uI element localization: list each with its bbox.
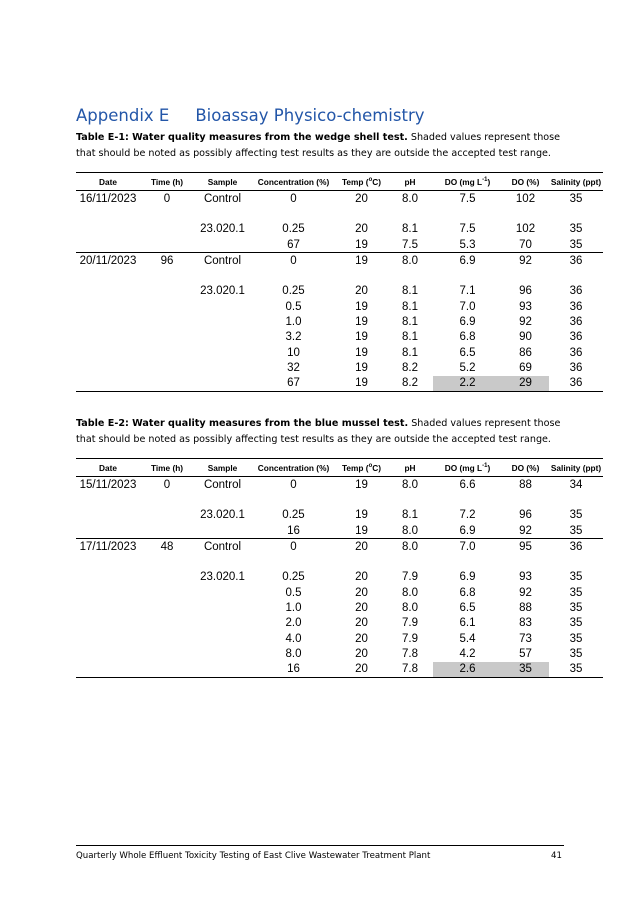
sample-cell: Control: [194, 253, 251, 269]
table-row: [76, 554, 603, 569]
salinity-cell: 35: [569, 524, 583, 537]
do-mg-cell: 7.0: [433, 539, 502, 555]
date-cell: 17/11/2023: [76, 539, 140, 555]
salinity-cell: 35: [569, 602, 583, 615]
concentration-cell: [251, 206, 336, 221]
concentration-cell: 0.25: [282, 509, 305, 522]
do-percent-header: DO (%): [511, 462, 540, 473]
temp-cell: 19: [355, 316, 368, 329]
table-row: [76, 360, 603, 375]
temp-cell: [336, 206, 387, 221]
do-percent-cell: 90: [519, 331, 532, 344]
temp-cell: 19: [336, 376, 387, 392]
do-mg-cell: 5.3: [459, 238, 476, 251]
do-percent-cell: [502, 554, 549, 569]
temp-cell: [336, 554, 387, 569]
do-percent-cell: 88: [519, 602, 532, 615]
date-cell: [76, 376, 140, 392]
ph-cell: [387, 268, 433, 283]
concentration-cell: [251, 554, 336, 569]
do-percent-cell: 86: [519, 346, 532, 359]
sample-cell: [194, 206, 251, 221]
temp-cell: 20: [355, 647, 368, 660]
table-row: [76, 539, 603, 555]
concentration-header: Concentration (%): [257, 176, 330, 187]
salinity-cell: 36: [569, 300, 583, 313]
salinity-cell: 36: [549, 376, 603, 392]
sample-cell: Control: [194, 539, 251, 555]
ph-cell: 8.2: [387, 376, 433, 392]
ph-cell: 8.0: [402, 524, 418, 537]
do-mg-cell: 6.5: [459, 346, 476, 359]
ph-cell: [387, 492, 433, 507]
sample-cell: [194, 523, 251, 539]
salinity-cell: 35: [569, 223, 583, 236]
temp-cell: 20: [355, 223, 368, 236]
table2-caption-note: Shaded values represent those that should be noted as possibly affecting test results as they are outside the accepted test range.: [76, 418, 561, 445]
table1-caption-note: Shaded values represent those that should be noted as possibly affecting test results as they are outside the accepted test range.: [76, 132, 561, 159]
time-cell: 96: [140, 253, 194, 269]
date-cell: [76, 222, 140, 237]
do-mg-cell: 6.6: [459, 478, 476, 491]
ph-cell: 7.8: [387, 662, 433, 678]
do-percent-cell: 83: [519, 617, 532, 630]
concentration-cell: [251, 268, 336, 283]
time-cell: 0: [163, 478, 171, 491]
table-row: [76, 570, 603, 585]
do-mg-cell: 2.6: [433, 662, 502, 678]
do-mg-cell: 6.9: [433, 253, 502, 269]
do-percent-cell: 35: [502, 662, 549, 678]
table1-caption: [76, 130, 562, 162]
table-row: [76, 330, 603, 345]
salinity-cell: 36: [569, 346, 583, 359]
sample-cell: [194, 616, 251, 631]
table-row: [76, 268, 603, 283]
ph-cell: 7.9: [402, 617, 418, 630]
table-row: [76, 222, 603, 237]
table-row: [76, 477, 603, 493]
date-cell: [76, 268, 140, 283]
concentration-cell: 1.0: [285, 602, 302, 615]
do-percent-header: DO (%): [511, 176, 540, 187]
date-cell: [76, 600, 140, 615]
sample-cell: 23.020.1: [200, 223, 245, 236]
temp-cell: 19: [355, 346, 368, 359]
salinity-cell: 36: [569, 285, 583, 298]
do-mg-header: DO (mg $L^{-1}$): [444, 462, 491, 473]
table-row: [76, 284, 603, 299]
do-mg-cell: 7.1: [459, 285, 476, 298]
time-cell: [140, 600, 194, 615]
do-percent-cell: 96: [519, 509, 532, 522]
temp-cell: 20: [355, 586, 368, 599]
do-mg-cell: 7.5: [459, 192, 476, 205]
time-cell: [140, 492, 194, 507]
date-cell: [76, 330, 140, 345]
date-cell: 16/11/2023: [79, 192, 137, 205]
do-percent-cell: 96: [519, 285, 532, 298]
footer-text: Quarterly Whole Effluent Toxicity Testing of East Clive Wastewater Treatment Plant: [76, 851, 431, 861]
time-cell: 0: [163, 192, 171, 205]
do-percent-cell: [502, 268, 549, 283]
time-cell: [140, 646, 194, 661]
ph-cell: 8.1: [402, 346, 418, 359]
do-mg-cell: [433, 268, 502, 283]
ph-cell: 8.1: [402, 316, 418, 329]
sample-cell: Control: [203, 192, 242, 205]
date-cell: [76, 237, 140, 253]
do-mg-cell: 6.9: [459, 571, 476, 584]
table-row: [76, 237, 603, 253]
ph-cell: 8.0: [402, 192, 418, 205]
temp-cell: 20: [336, 662, 387, 678]
concentration-cell: 0.5: [285, 300, 302, 313]
table2-caption-title: Table E-2: Water quality measures from the blue mussel test.: [76, 418, 409, 429]
ph-cell: [387, 206, 433, 221]
ph-cell: 8.0: [387, 253, 433, 269]
sample-cell: Control: [203, 478, 242, 491]
do-mg-cell: 5.4: [459, 632, 476, 645]
concentration-cell: 0.25: [282, 223, 305, 236]
time-cell: [140, 314, 194, 329]
salinity-cell: 36: [549, 539, 603, 555]
salinity-cell: 35: [569, 647, 583, 660]
concentration-cell: 67: [251, 376, 336, 392]
ph-cell: 8.2: [402, 361, 418, 374]
wedge-shell-table: [76, 172, 603, 392]
concentration-cell: 0.25: [282, 285, 305, 298]
salinity-cell: 35: [569, 192, 583, 205]
date-cell: [76, 616, 140, 631]
salinity-cell: 36: [569, 361, 583, 374]
do-mg-header: DO (mg $L^{-1}$): [444, 176, 491, 187]
sample-cell: [194, 554, 251, 569]
do-mg-cell: 4.2: [459, 647, 476, 660]
time-cell: [140, 616, 194, 631]
do-percent-cell: 92: [502, 253, 549, 269]
ph-cell: 8.0: [387, 539, 433, 555]
table-row: [76, 314, 603, 329]
time-cell: [140, 631, 194, 646]
do-mg-cell: [433, 206, 502, 221]
do-mg-cell: [433, 554, 502, 569]
ph-cell: 7.9: [402, 571, 418, 584]
time-cell: [140, 345, 194, 360]
sample-cell: [194, 646, 251, 661]
concentration-cell: 0: [251, 539, 336, 555]
do-mg-cell: 6.9: [459, 524, 476, 537]
salinity-cell: 36: [569, 316, 583, 329]
temp-cell: 20: [355, 192, 368, 205]
ph-cell: 8.1: [402, 223, 418, 236]
sample-cell: [194, 631, 251, 646]
concentration-cell: 4.0: [285, 632, 302, 645]
ph-cell: 7.9: [402, 632, 418, 645]
sample-cell: 23.020.1: [200, 509, 245, 522]
salinity-cell: 35: [569, 571, 583, 584]
time-cell: 48: [140, 539, 194, 555]
date-cell: [76, 206, 140, 221]
ph-cell: 8.1: [402, 300, 418, 313]
table-row: [76, 508, 603, 523]
concentration-cell: 2.0: [285, 617, 302, 630]
salinity-cell: [549, 554, 603, 569]
concentration-cell: 0: [251, 253, 336, 269]
date-cell: [76, 523, 140, 539]
time-cell: [140, 554, 194, 569]
time-cell: [140, 222, 194, 237]
do-mg-cell: 6.1: [459, 617, 476, 630]
table2-caption: [76, 416, 562, 448]
temp-cell: 19: [355, 300, 368, 313]
sample-cell: [194, 345, 251, 360]
temp-cell: 19: [336, 253, 387, 269]
appendix-title: Bioassay Physico-chemistry: [195, 106, 425, 125]
date-cell: [76, 299, 140, 314]
do-mg-cell: 6.8: [459, 586, 476, 599]
concentration-header: Concentration (%): [257, 462, 330, 473]
time-cell: [140, 299, 194, 314]
sample-cell: [194, 662, 251, 678]
do-percent-cell: 69: [519, 361, 532, 374]
do-mg-cell: 6.5: [459, 602, 476, 615]
concentration-cell: 32: [287, 361, 300, 374]
do-percent-cell: 92: [519, 316, 532, 329]
appendix-label: Appendix E: [76, 106, 170, 125]
salinity-cell: [549, 268, 603, 283]
concentration-cell: 1.0: [285, 316, 302, 329]
ph-cell: [387, 554, 433, 569]
do-percent-cell: 29: [502, 376, 549, 392]
sample-cell: [194, 330, 251, 345]
date-cell: 20/11/2023: [76, 253, 140, 269]
sample-header: Sample: [207, 462, 238, 473]
salinity-cell: 36: [549, 253, 603, 269]
date-cell: [76, 662, 140, 678]
sample-header: Sample: [207, 176, 238, 187]
salinity-cell: 34: [569, 478, 583, 491]
ph-cell: 7.5: [402, 238, 418, 251]
table-header-row: [76, 459, 603, 477]
do-mg-cell: 5.2: [459, 361, 476, 374]
time-cell: [140, 284, 194, 299]
blue-mussel-table: [76, 458, 603, 678]
sample-cell: [194, 237, 251, 253]
temp-cell: 19: [355, 238, 368, 251]
sample-cell: [194, 492, 251, 507]
do-percent-cell: 93: [519, 300, 532, 313]
concentration-cell: 0.25: [282, 571, 305, 584]
do-percent-cell: 73: [519, 632, 532, 645]
table-row: [76, 616, 603, 631]
concentration-cell: [251, 492, 336, 507]
time-cell: [140, 585, 194, 600]
concentration-cell: 0: [290, 478, 297, 491]
table-row: [76, 631, 603, 646]
temp-cell: 20: [355, 602, 368, 615]
temp-cell: 20: [355, 617, 368, 630]
salinity-cell: [549, 206, 603, 221]
do-mg-cell: 7.5: [459, 223, 476, 236]
time-header: Time (h): [150, 462, 184, 473]
table-row: [76, 345, 603, 360]
salinity-header: Salinity (ppt): [550, 462, 602, 473]
date-cell: [76, 492, 140, 507]
time-cell: [140, 662, 194, 678]
temp-cell: 20: [336, 539, 387, 555]
salinity-cell: 35: [549, 662, 603, 678]
sample-cell: [194, 299, 251, 314]
time-cell: [140, 268, 194, 283]
sample-cell: 23.020.1: [200, 285, 245, 298]
page-number: 41: [551, 851, 562, 861]
sample-cell: [194, 600, 251, 615]
temp-header: Temp ($^o$C): [341, 176, 382, 187]
temp-cell: 20: [355, 632, 368, 645]
do-percent-cell: 57: [519, 647, 532, 660]
time-cell: [140, 330, 194, 345]
do-mg-cell: 7.2: [459, 509, 476, 522]
do-percent-cell: 102: [515, 223, 536, 236]
time-cell: [140, 508, 194, 523]
time-cell: [140, 360, 194, 375]
salinity-cell: 35: [569, 238, 583, 251]
date-cell: 15/11/2023: [79, 478, 137, 491]
time-cell: [140, 237, 194, 253]
do-percent-cell: [502, 206, 549, 221]
sample-cell: [194, 268, 251, 283]
date-cell: [76, 646, 140, 661]
salinity-cell: 35: [569, 509, 583, 522]
do-mg-cell: 7.0: [459, 300, 476, 313]
ph-cell: 8.1: [402, 331, 418, 344]
temp-cell: 19: [355, 509, 368, 522]
do-percent-cell: 93: [519, 571, 532, 584]
do-percent-cell: 88: [519, 478, 532, 491]
temp-header: Temp ($^o$C): [341, 462, 382, 473]
ph-cell: 8.0: [402, 586, 418, 599]
time-header: Time (h): [150, 176, 184, 187]
date-cell: [76, 360, 140, 375]
concentration-cell: 0: [290, 192, 297, 205]
sample-cell: 23.020.1: [200, 571, 245, 584]
temp-cell: [336, 268, 387, 283]
appendix-heading: [76, 106, 425, 125]
ph-cell: 8.1: [402, 285, 418, 298]
table-row: [76, 600, 603, 615]
temp-cell: 19: [355, 478, 368, 491]
temp-cell: 19: [355, 524, 368, 537]
table-row: [76, 662, 603, 678]
do-percent-cell: 92: [519, 586, 532, 599]
do-percent-cell: 102: [515, 192, 536, 205]
do-percent-cell: [502, 492, 549, 507]
sample-cell: [194, 314, 251, 329]
time-cell: [140, 206, 194, 221]
concentration-cell: 8.0: [285, 647, 302, 660]
date-cell: [76, 585, 140, 600]
date-cell: [76, 284, 140, 299]
date-cell: [76, 570, 140, 585]
footer-rule: [76, 845, 564, 846]
temp-cell: [336, 492, 387, 507]
sample-cell: [194, 376, 251, 392]
table-row: [76, 206, 603, 221]
table-row: [76, 191, 603, 207]
temp-cell: 19: [355, 331, 368, 344]
table-row: [76, 253, 603, 269]
temp-cell: 19: [355, 361, 368, 374]
do-percent-cell: 92: [519, 524, 532, 537]
date-cell: [76, 345, 140, 360]
table-row: [76, 523, 603, 539]
do-percent-cell: 95: [502, 539, 549, 555]
do-percent-cell: 70: [519, 238, 532, 251]
temp-cell: 20: [355, 285, 368, 298]
salinity-cell: 36: [569, 331, 583, 344]
time-cell: [140, 376, 194, 392]
temp-cell: 20: [355, 571, 368, 584]
do-mg-cell: 6.8: [459, 331, 476, 344]
table-header-row: [76, 173, 603, 191]
ph-header: pH: [404, 462, 416, 473]
concentration-cell: 67: [287, 238, 300, 251]
concentration-cell: 16: [251, 662, 336, 678]
date-cell: [76, 508, 140, 523]
sample-cell: [194, 360, 251, 375]
salinity-header: Salinity (ppt): [550, 176, 602, 187]
concentration-cell: 0.5: [285, 586, 302, 599]
table-row: [76, 585, 603, 600]
table-row: [76, 646, 603, 661]
do-mg-cell: 2.2: [433, 376, 502, 392]
ph-cell: 8.1: [402, 509, 418, 522]
concentration-cell: 16: [287, 524, 300, 537]
date-cell: [76, 554, 140, 569]
do-mg-cell: [433, 492, 502, 507]
ph-cell: 7.8: [402, 647, 418, 660]
salinity-cell: 35: [569, 617, 583, 630]
date-cell: [76, 631, 140, 646]
date-header: Date: [99, 462, 117, 473]
time-cell: [140, 570, 194, 585]
concentration-cell: 10: [287, 346, 300, 359]
ph-cell: 8.0: [402, 602, 418, 615]
time-cell: [140, 523, 194, 539]
table-row: [76, 492, 603, 507]
concentration-cell: 3.2: [285, 331, 302, 344]
table-row: [76, 376, 603, 392]
salinity-cell: 35: [569, 586, 583, 599]
date-header: Date: [99, 176, 117, 187]
do-mg-cell: 6.9: [459, 316, 476, 329]
ph-cell: 8.0: [402, 478, 418, 491]
table1-caption-title: Table E-1: Water quality measures from the wedge shell test.: [76, 132, 408, 143]
salinity-cell: 35: [569, 632, 583, 645]
date-cell: [76, 314, 140, 329]
salinity-cell: [549, 492, 603, 507]
sample-cell: [194, 585, 251, 600]
table-row: [76, 299, 603, 314]
ph-header: pH: [404, 176, 416, 187]
